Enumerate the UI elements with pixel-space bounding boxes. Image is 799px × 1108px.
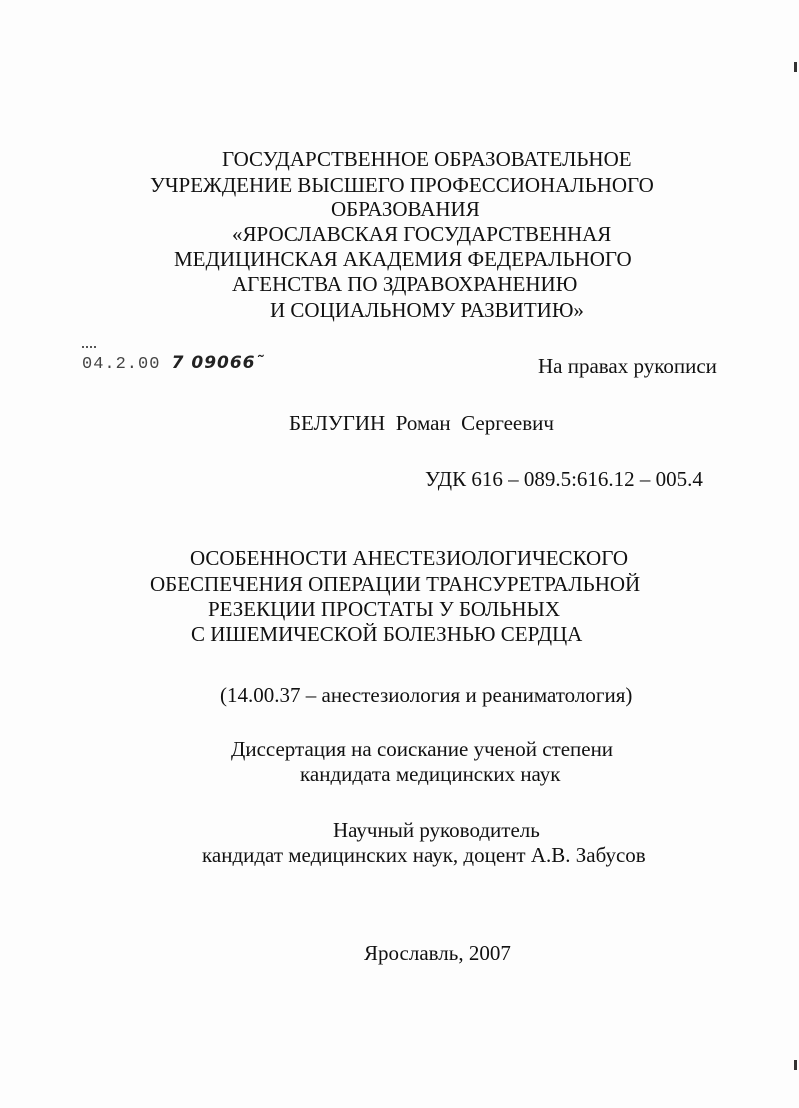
- supervisor-name: кандидат медицинских наук, доцент А.В. Забусов: [202, 843, 646, 867]
- header-line-2: УЧРЕЖДЕНИЕ ВЫСШЕГО ПРОФЕССИОНАЛЬНОГО: [150, 173, 654, 197]
- scan-mark: [794, 1060, 797, 1070]
- title-line-3: РЕЗЕКЦИИ ПРОСТАТЫ У БОЛЬНЫХ: [208, 597, 560, 621]
- title-line-4: С ИШЕМИЧЕСКОЙ БОЛЕЗНЬЮ СЕРДЦА: [191, 622, 583, 646]
- scan-mark: [794, 62, 797, 72]
- dissertation-line-1: Диссертация на соискание ученой степени: [231, 737, 614, 761]
- author-name: БЕЛУГИН Роман Сергеевич: [289, 411, 554, 435]
- dissertation-line-2: кандидата медицинских наук: [300, 762, 561, 786]
- stamp-number: 7 09066: [171, 353, 256, 373]
- header-line-7: И СОЦИАЛЬНОМУ РАЗВИТИЮ»: [270, 298, 584, 322]
- title-line-2: ОБЕСПЕЧЕНИЯ ОПЕРАЦИИ ТРАНСУРЕТРАЛЬНОЙ: [150, 572, 641, 596]
- header-line-6: АГЕНСТВА ПО ЗДРАВОХРАНЕНИЮ: [232, 272, 578, 296]
- supervisor-label: Научный руководитель: [333, 818, 540, 842]
- specialty: (14.00.37 – анестезиология и реаниматология): [220, 683, 633, 707]
- stamp-mark: [82, 346, 96, 350]
- library-stamp: [82, 353, 265, 374]
- header-line-4: «ЯРОСЛАВСКАЯ ГОСУДАРСТВЕННАЯ: [232, 222, 612, 246]
- stamp-code: 04.2.00: [82, 355, 161, 374]
- city-year: Ярославль, 2007: [364, 941, 511, 965]
- header-line-5: МЕДИЦИНСКАЯ АКАДЕМИЯ ФЕДЕРАЛЬНОГО: [174, 247, 632, 271]
- rights-notice: На правах рукописи: [538, 354, 717, 378]
- header-line-3: ОБРАЗОВАНИЯ: [331, 197, 480, 221]
- header-line-1: ГОСУДАРСТВЕННОЕ ОБРАЗОВАТЕЛЬНОЕ: [222, 147, 632, 171]
- stamp-tick: ˜: [255, 353, 266, 373]
- title-line-1: ОСОБЕННОСТИ АНЕСТЕЗИОЛОГИЧЕСКОГО: [190, 546, 628, 570]
- udc-code: УДК 616 – 089.5:616.12 – 005.4: [425, 467, 703, 491]
